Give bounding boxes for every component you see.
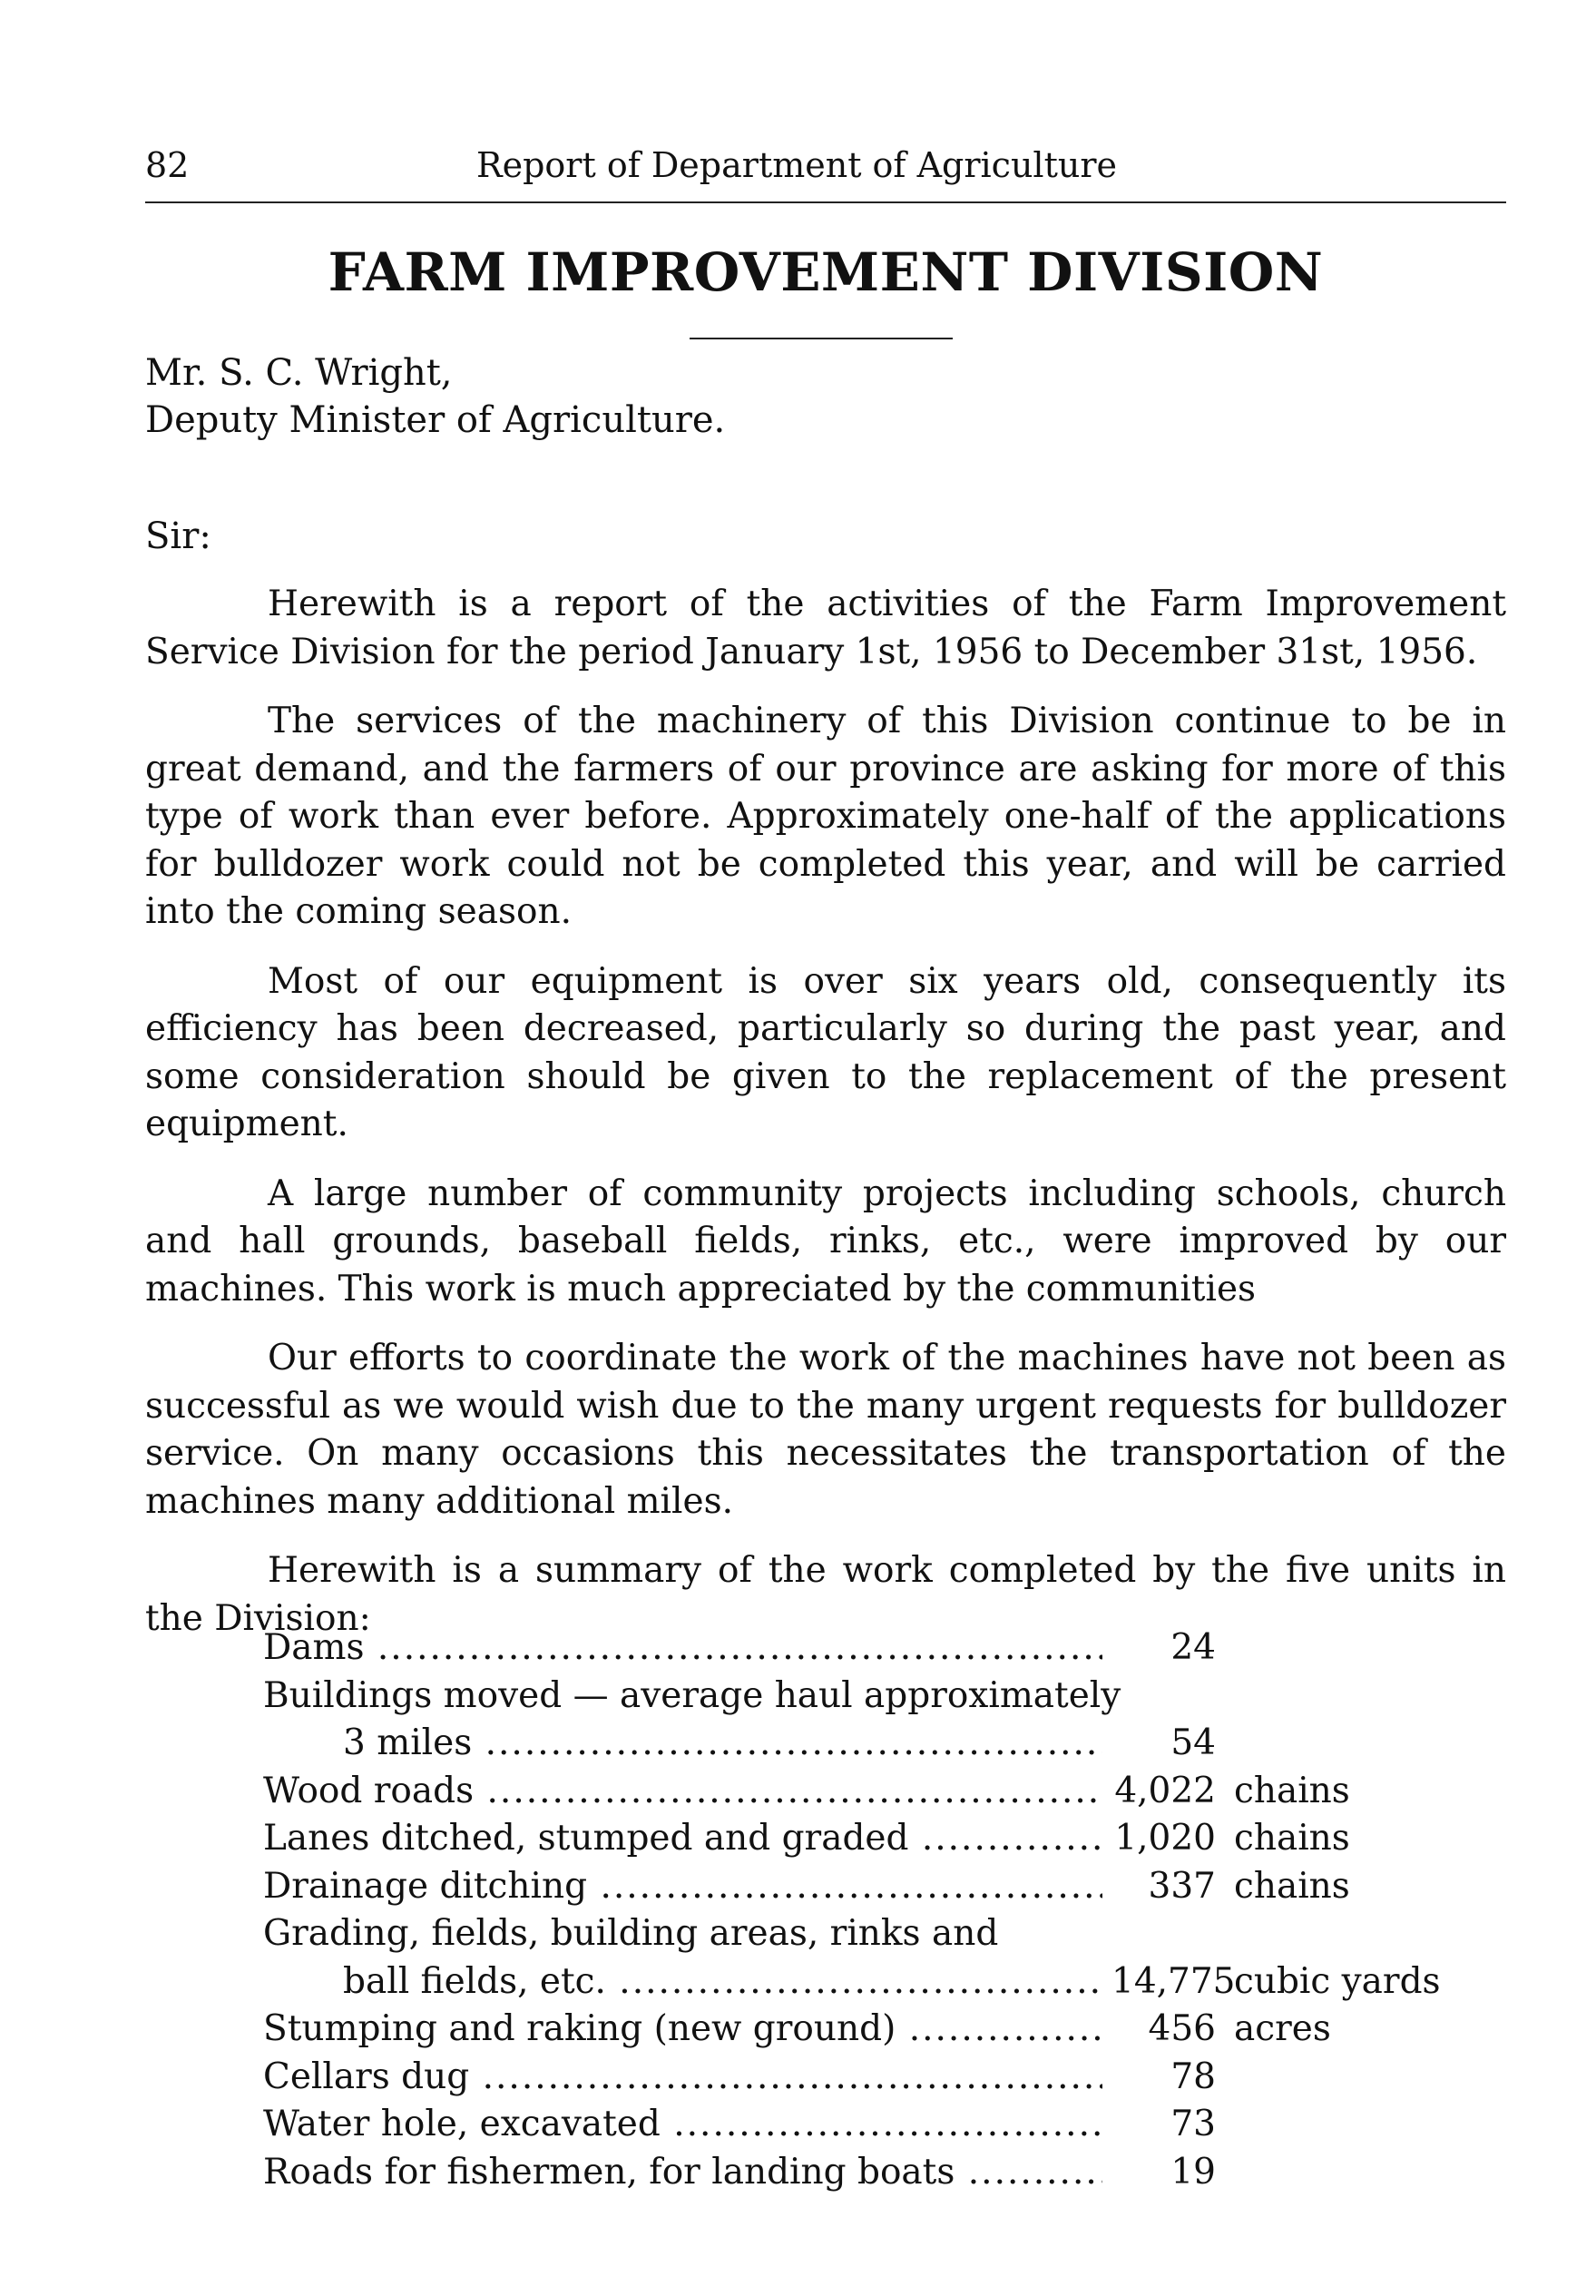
summary-row: [263, 1673, 1533, 1721]
salutation: Sir:: [145, 515, 211, 557]
summary-quantity: 24: [1170, 1627, 1216, 1668]
summary-label: Drainage ditching: [263, 1865, 588, 1907]
summary-row: [263, 1958, 1533, 2007]
paragraph: A large number of community projects including schools, church and hall grounds, baseball fields, rinks, etc., were improved by our machines. This work is much appreciated by the communities: [145, 1173, 1506, 1310]
page-number: 82: [145, 145, 190, 185]
summary-quantity: 14,775: [1111, 1960, 1236, 2002]
paragraph: Herewith is a report of the activities of the Farm Improvement Service Division for the period January 1st, 1956 to December 31st, 1956.: [145, 584, 1506, 672]
summary-unit: chains: [1234, 1770, 1350, 1811]
page-title: FARM IMPROVEMENT DIVISION: [328, 241, 1324, 303]
summary-quantity: 19: [1170, 2151, 1216, 2193]
running-head: [145, 145, 1506, 185]
summary-quantity: 4,022: [1114, 1770, 1216, 1811]
summary-label: 3 miles: [343, 1722, 473, 1763]
summary-unit: chains: [1234, 1818, 1350, 1859]
summary-label: Grading, fields, building areas, rinks and: [263, 1913, 999, 1954]
summary-label: Roads for fishermen, for landing boats: [263, 2151, 955, 2193]
work-summary-table: [263, 1624, 1533, 2196]
summary-unit: acres: [1234, 2008, 1331, 2049]
summary-label: Stumping and raking (new ground): [263, 2008, 896, 2049]
summary-label: Cellars dug: [263, 2056, 470, 2097]
summary-quantity: 337: [1148, 1865, 1216, 1907]
paragraph: Our efforts to coordinate the work of the machines have not been as successful as we would wish due to the many urgent requests for bulldozer service. On many occasions this necessitates the transportation of the machines many additional miles.: [145, 1338, 1506, 1522]
summary-row: [263, 2149, 1533, 2197]
summary-label: Lanes ditched, stumped and graded: [263, 1818, 909, 1859]
summary-quantity: 54: [1170, 1722, 1216, 1763]
summary-row: [263, 2054, 1533, 2102]
summary-label: Water hole, excavated: [263, 2104, 661, 2144]
summary-unit: cubic yards: [1234, 1960, 1441, 2002]
summary-row: [263, 1624, 1533, 1673]
running-title: Report of Department of Agriculture: [476, 145, 1117, 185]
summary-row: [263, 1815, 1533, 1863]
summary-quantity: 73: [1170, 2104, 1216, 2144]
header-rule: [145, 201, 1506, 203]
letter-body: [145, 581, 1506, 1664]
summary-row: [263, 1768, 1533, 1816]
summary-row: [263, 1863, 1533, 1911]
summary-row: [263, 1910, 1533, 1958]
summary-label: Wood roads: [263, 1770, 475, 1811]
summary-label: Buildings moved — average haul approximately: [263, 1674, 1121, 1716]
addressee-name: Mr. S. C. Wright,: [145, 352, 453, 394]
summary-quantity: 78: [1170, 2056, 1216, 2097]
summary-label: ball fields, etc.: [343, 1960, 606, 2002]
addressee-position: Deputy Minister of Agriculture.: [145, 399, 726, 441]
addressee-block: [145, 349, 725, 444]
paragraph: The services of the machinery of this Division continue to be in great demand, and the farmers of our province are asking for more of this type of work than ever before. Approximately one-half of the applications for bulldozer work could not be completed this year, and will be carried into the coming season.: [145, 701, 1506, 932]
title-rule: [690, 338, 953, 339]
paragraph: Most of our equipment is over six years old, consequently its efficiency has been decreased, particularly so during the past year, and some consideration should be given to the replacement of the present equipment.: [145, 960, 1506, 1144]
summary-unit: chains: [1234, 1865, 1350, 1907]
summary-row: [263, 2101, 1533, 2149]
summary-quantity: 1,020: [1114, 1818, 1216, 1859]
summary-row: [263, 2006, 1533, 2054]
summary-label: Dams: [263, 1627, 365, 1668]
summary-row: [263, 1720, 1533, 1768]
summary-quantity: 456: [1148, 2008, 1216, 2049]
paragraph: Herewith is a summary of the work completed by the five units in the Division:: [145, 1550, 1506, 1639]
